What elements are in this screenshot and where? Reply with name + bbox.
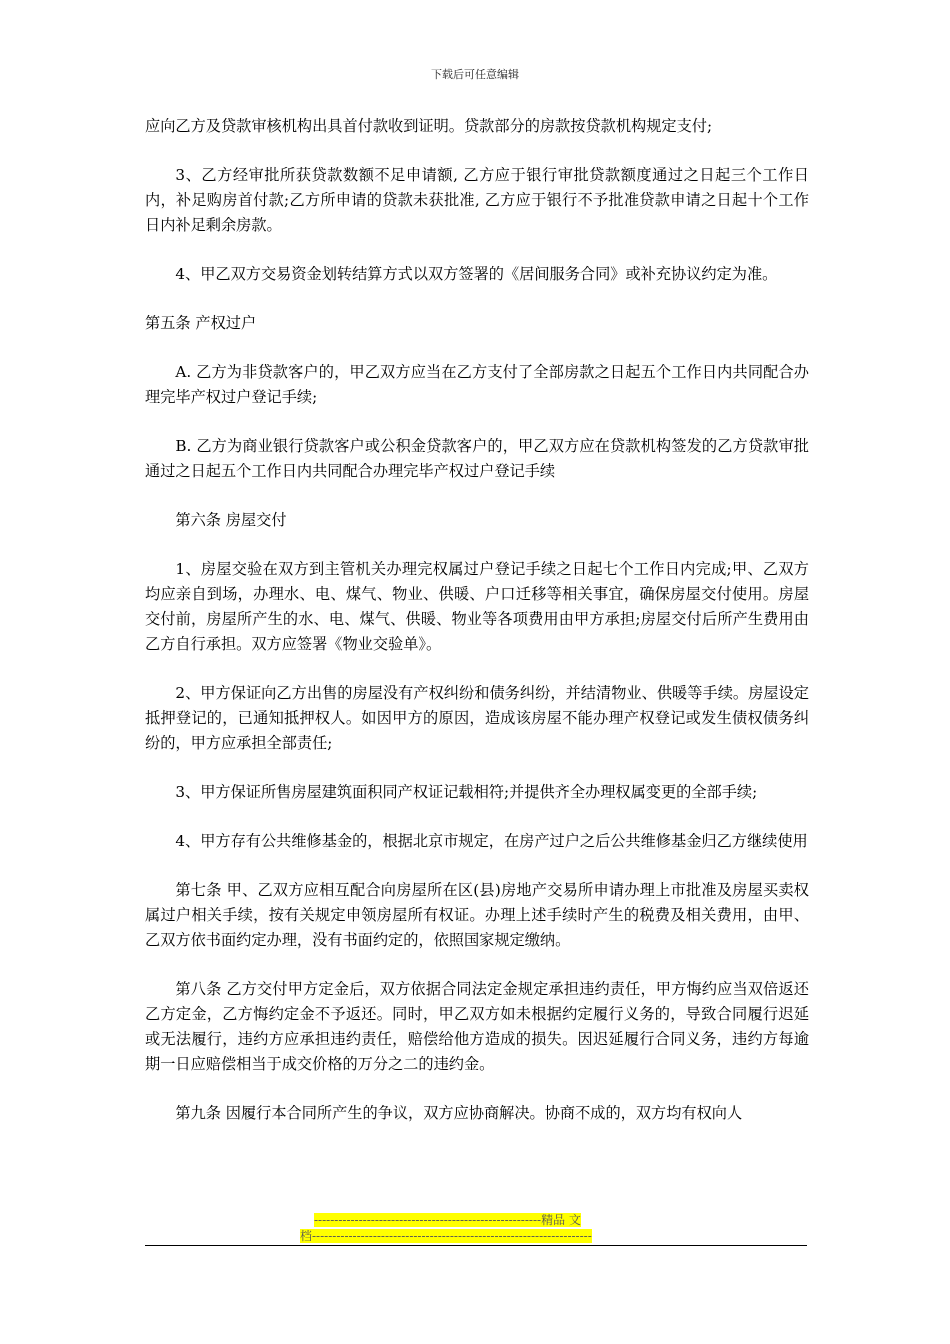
paragraph: 3、甲方保证所售房屋建筑面积同产权证记载相符;并提供齐全办理权属变更的全部手续; [175, 783, 758, 801]
footer-watermark [300, 1212, 650, 1244]
paragraph: 第八条 乙方交付甲方定金后，双方依据合同法定金规定承担违约责任，甲方悔约应当双倍返还乙方定金，乙方悔约定金不予返还。同时，甲乙双方如未根据约定履行义务的，导致合同履行迟延或无法履行，违约方应承担违约责任，赔偿给他方造成的损失。因迟延履行合同义务，违约方每逾期一日应赔偿相当于成交价格的万分之二的违约金。 [145, 980, 809, 1073]
paragraph: 2、甲方保证向乙方出售的房屋没有产权纠纷和债务纠纷，并结清物业、供暖等手续。房屋设定抵押登记的，已通知抵押权人。如因甲方的原因，造成该房屋不能办理产权登记或发生债权债务纠纷的，甲方应承担全部责任; [145, 684, 809, 752]
footer-line-1: --------------------------------------------------------精品 文 [314, 1213, 581, 1227]
paragraph: 4、甲方存有公共维修基金的，根据北京市规定，在房产过户之后公共维修基金归乙方继续使用 [175, 832, 808, 850]
paragraph: 第六条 房屋交付 [175, 511, 287, 529]
paragraph: B. 乙方为商业银行贷款客户或公积金贷款客户的，甲乙双方应在贷款机构签发的乙方贷款审批通过之日起五个工作日内共同配合办理完毕产权过户登记手续 [145, 437, 809, 480]
paragraph: A. 乙方为非贷款客户的，甲乙双方应当在乙方支付了全部房款之日起五个工作日内共同配合办理完毕产权过户登记手续; [145, 363, 809, 406]
paragraph: 应向乙方及贷款审核机构出具首付款收到证明。贷款部分的房款按贷款机构规定支付; [145, 117, 713, 135]
footer-divider [145, 1245, 807, 1246]
paragraph: 第七条 甲、乙双方应相互配合向房屋所在区(县)房地产交易所申请办理上市批准及房屋买卖权属过户相关手续，按有关规定申领房屋所有权证。办理上述手续时产生的税费及相关费用，由甲、乙双方依书面约定办理，没有书面约定的，依照国家规定缴纳。 [145, 881, 809, 949]
document-body [145, 114, 809, 1126]
header-note: 下载后可任意编辑 [431, 68, 519, 81]
footer-line-2: 档--------------------------------------------------------------------- [300, 1229, 592, 1243]
paragraph: 3、乙方经审批所获贷款数额不足申请额, 乙方应于银行审批贷款额度通过之日起三个工作日内，补足购房首付款;乙方所申请的贷款未获批准, 乙方应于银行不予批准贷款申请之日起十个工作日内补足剩余房款。 [145, 166, 809, 234]
paragraph: 第五条 产权过户 [145, 314, 257, 332]
paragraph: 第九条 因履行本合同所产生的争议，双方应协商解决。协商不成的，双方均有权向人 [175, 1104, 743, 1122]
paragraph: 1、房屋交验在双方到主管机关办理完权属过户登记手续之日起七个工作日内完成;甲、乙双方均应亲自到场，办理水、电、煤气、物业、供暖、户口迁移等相关事宜，确保房屋交付使用。房屋交付前，房屋所产生的水、电、煤气、供暖、物业等各项费用由甲方承担;房屋交付后所产生费用由乙方自行承担。双方应签署《物业交验单》。 [145, 560, 809, 653]
paragraph: 4、甲乙双方交易资金划转结算方式以双方签署的《居间服务合同》或补充协议约定为准。 [175, 265, 778, 283]
